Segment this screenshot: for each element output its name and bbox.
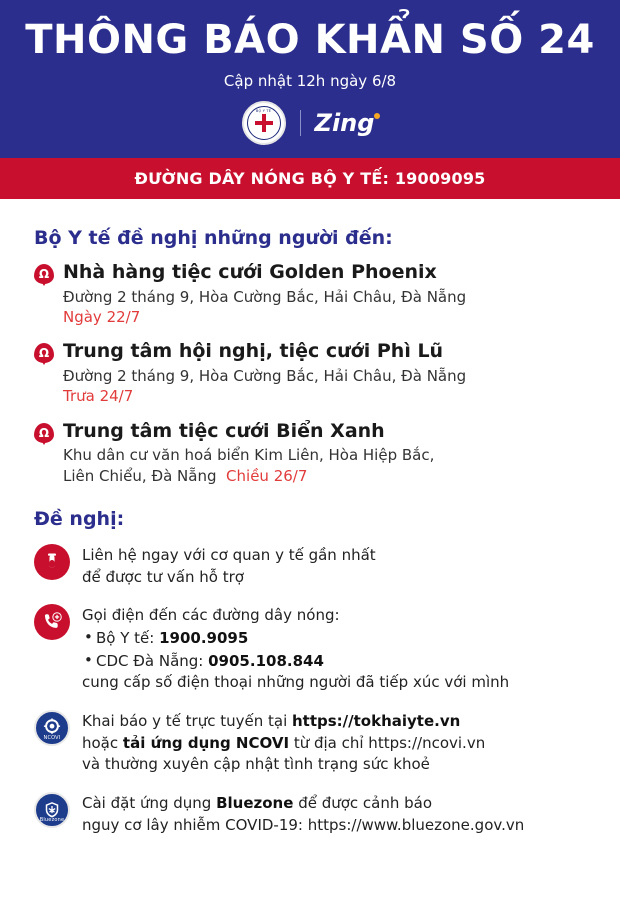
request-line: và thường xuyên cập nhật tình trạng sức khoẻ [82, 755, 430, 774]
request-line: nguy cơ lây nhiễm COVID-19: https://www.bluezone.gov.vn [82, 815, 525, 834]
request-line [82, 733, 586, 755]
place-time: Chiều 26/7 [226, 466, 308, 485]
place-item [34, 261, 586, 327]
bluezone-icon-label: Bluezone [39, 817, 65, 823]
place-address: Đường 2 tháng 9, Hòa Cường Bắc, Hải Châu, Đà Nẵng [63, 367, 467, 385]
header [0, 0, 620, 158]
request-footer-line: cung cấp số điện thoại những người đã tiếp xúc với mình [82, 673, 510, 691]
app-name: tải ứng dụng NCOVI [122, 733, 290, 752]
phone-call-icon [34, 604, 70, 640]
request-item [34, 710, 586, 776]
place-name: Nhà hàng tiệc cưới Golden Phoenix [63, 261, 437, 283]
hotline-bullet [82, 650, 586, 673]
hotline-label: CDC Đà Nẵng: [96, 651, 209, 670]
request-line: để được tư vấn hỗ trợ [82, 567, 244, 586]
place-address: Đường 2 tháng 9, Hòa Cường Bắc, Hải Châu, Đà Nẵng [63, 287, 467, 306]
ministry-of-health-logo-icon [242, 101, 286, 145]
text-fragment: Khai báo y tế trực tuyến tại [82, 711, 292, 730]
zing-logo [315, 109, 379, 137]
logo-row [0, 102, 620, 144]
requests-section-title: Đề nghị: [34, 507, 125, 530]
request-line: Liên hệ ngay với cơ quan y tế gần nhất [82, 545, 376, 564]
hotline-number: 1900.9095 [159, 629, 249, 647]
text-fragment: hoặc [82, 733, 123, 752]
hotline-bullet [82, 627, 586, 650]
zing-logo-dot-icon [374, 113, 380, 119]
request-line [82, 711, 586, 733]
map-pin-icon: Ω [34, 264, 54, 287]
ncovi-app-icon [34, 710, 70, 746]
place-address-continued: Liên Chiểu, Đà Nẵng [63, 466, 217, 485]
place-address-line2 [63, 466, 586, 486]
place-time: Ngày 22/7 [63, 308, 141, 326]
place-item [34, 420, 586, 486]
map-pin-icon: Ω [34, 343, 54, 366]
text-fragment: từ địa chỉ https://ncovi.vn [289, 733, 486, 752]
place-name: Trung tâm hội nghị, tiệc cưới Phì Lũ [63, 340, 444, 363]
logo-divider [300, 110, 301, 136]
place-address: Khu dân cư văn hoá biển Kim Liên, Hòa Hiệp Bắc, [63, 446, 435, 465]
update-timestamp: Cập nhật 12h ngày 6/8 [223, 72, 397, 90]
request-line: Gọi điện đến các đường dây nóng: [82, 606, 340, 625]
moh-logo-text: BỘ Y TẾ [255, 109, 272, 113]
page-title: THÔNG BÁO KHẨN SỐ 24 [25, 17, 595, 63]
hotline-label: Bộ Y tế: [96, 629, 160, 647]
link-text: https://tokhaiyte.vn [292, 711, 461, 730]
hotline-number: 0905.108.844 [208, 651, 324, 670]
hotline-bar: ĐƯỜNG DÂY NÓNG BỘ Y TẾ: 19009095 [0, 158, 620, 199]
zing-logo-text: Zing [314, 109, 375, 137]
map-pin-icon: Ω [34, 423, 54, 446]
request-line [82, 793, 586, 815]
ncovi-icon-label: NCOVI [43, 734, 61, 741]
app-name: Bluezone [216, 794, 294, 812]
content-area [0, 199, 620, 837]
text-fragment: để được cảnh báo [293, 794, 433, 812]
request-item [34, 792, 586, 837]
request-item [34, 544, 586, 589]
request-item [34, 604, 586, 694]
place-name: Trung tâm tiệc cưới Biển Xanh [63, 419, 385, 442]
bluezone-app-icon [34, 792, 70, 828]
text-fragment: Cài đặt ứng dụng [82, 794, 217, 812]
test-tube-icon [34, 544, 70, 580]
place-item [34, 340, 586, 406]
places-section-title: Bộ Y tế đề nghị những người đến: [34, 227, 393, 249]
place-time: Trưa 24/7 [63, 387, 134, 406]
